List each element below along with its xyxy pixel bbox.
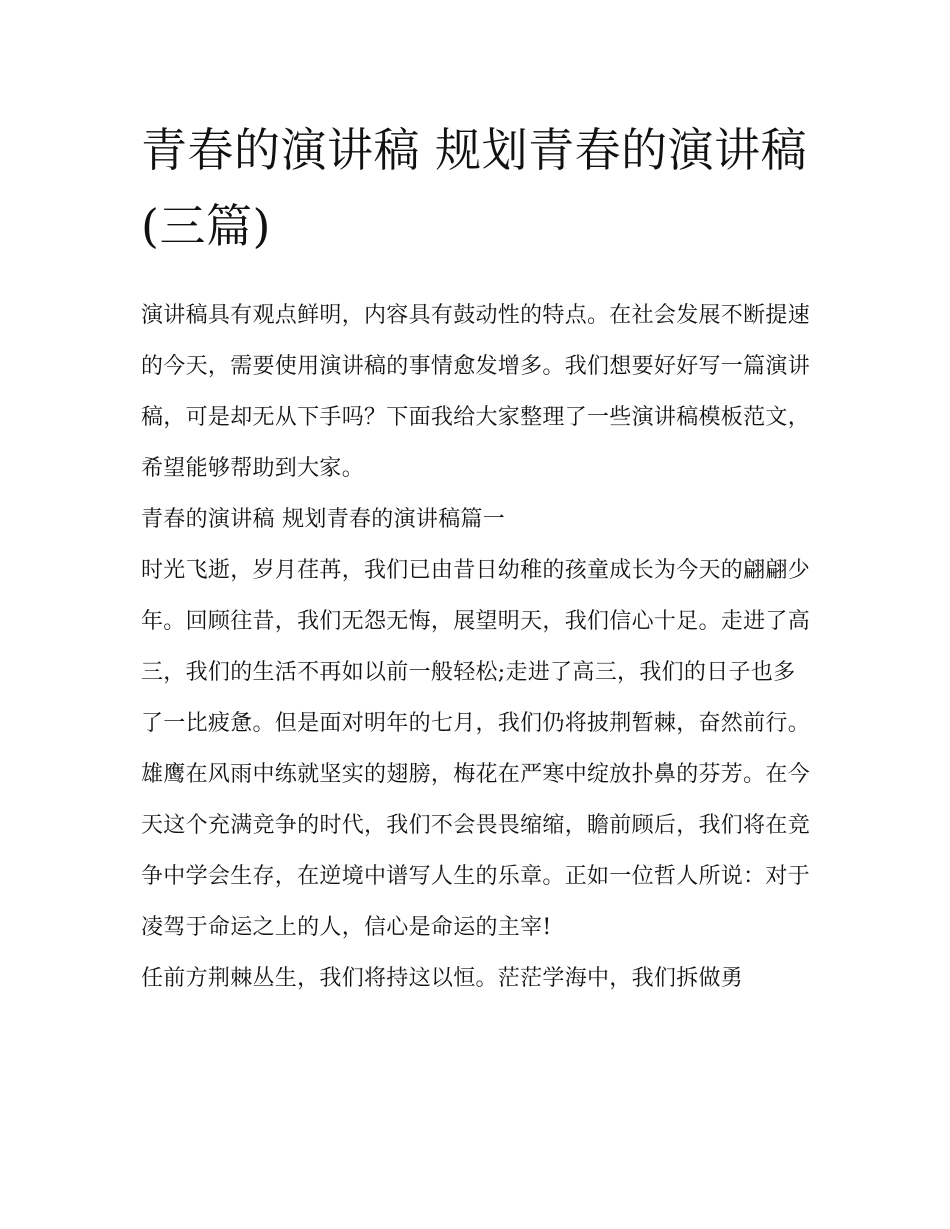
body-paragraph: 任前方荆棘丛生，我们将持这以恒。茫茫学海中，我们拆做勇 (141, 966, 744, 991)
section-heading: 青春的演讲稿 规划青春的演讲稿篇一 (141, 507, 506, 532)
body-paragraph: 雄鹰在风雨中练就坚实的翅膀，梅花在严寒中绽放扑鼻的芬芳。在今天这个充满竞争的时代，我们不会畏畏缩缩，瞻前顾后，我们将在竞争中学会生存，在逆境中谱写人生的乐章。正如一位哲人所说：对于凌驾于命运之上的人，信心是命运的主宰! (141, 762, 811, 940)
document-page (141, 112, 813, 1004)
document-body (141, 290, 813, 1004)
document-title: 青春的演讲稿 规划青春的演讲稿(三篇) (141, 123, 808, 253)
intro-paragraph: 演讲稿具有观点鲜明，内容具有鼓动性的特点。在社会发展不断提速的今天，需要使用演讲稿的事情愈发增多。我们想要好好写一篇演讲稿，可是却无从下手吗？下面我给大家整理了一些演讲稿模板范文，希望能够帮助到大家。 (141, 303, 811, 481)
body-paragraph: 时光飞逝，岁月荏苒，我们已由昔日幼稚的孩童成长为今天的翩翩少年。回顾往昔，我们无怨无悔，展望明天，我们信心十足。走进了高三，我们的生活不再如以前一般轻松;走进了高三，我们的日子也多了一比疲惫。但是面对明年的七月，我们仍将披荆暂棘，奋然前行。 (141, 558, 811, 736)
